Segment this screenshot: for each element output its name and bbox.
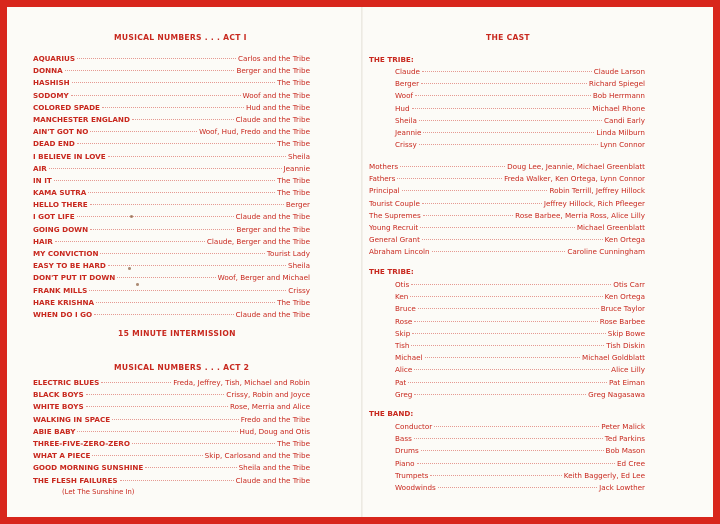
song-row-title: DONNA <box>33 66 63 76</box>
paper-spot <box>128 267 131 270</box>
song-row <box>33 53 310 65</box>
cast-row <box>395 389 645 401</box>
song-row <box>33 236 310 248</box>
cast-row-value: Candi Early <box>604 115 645 125</box>
cast-row-title: Berger <box>395 79 420 89</box>
song-row-title: KAMA SUTRA <box>33 188 87 198</box>
song-row-title: WALKING IN SPACE <box>33 414 111 424</box>
dot-leader <box>72 82 275 83</box>
cast-row <box>395 115 645 127</box>
dot-leader <box>120 480 234 481</box>
song-row-title: IN IT <box>33 175 52 185</box>
dot-leader <box>417 463 615 464</box>
cast-row-title: Tish <box>395 340 410 350</box>
song-row <box>33 450 310 462</box>
song-row <box>33 438 310 450</box>
song-row <box>33 297 310 309</box>
dot-leader <box>434 426 599 427</box>
song-row-value: Rose, Merria and Alice <box>230 402 310 412</box>
cast-heading: THE CAST <box>486 33 530 42</box>
band-row <box>395 458 645 470</box>
cast-row <box>395 377 645 389</box>
band-row-title: Drums <box>395 446 419 456</box>
cast-row-title: Sheila <box>395 115 417 125</box>
dot-leader <box>77 216 234 217</box>
song-row <box>33 187 310 199</box>
cast-row <box>395 139 645 151</box>
song-row-value: Hud, Doug and Otis <box>239 426 310 436</box>
dot-leader <box>90 131 197 132</box>
dot-leader <box>430 475 561 476</box>
song-row <box>33 211 310 223</box>
dot-leader <box>412 333 606 334</box>
song-row <box>33 224 310 236</box>
song-row-title: MY CONVICTION <box>33 249 99 258</box>
cast-row <box>369 210 645 222</box>
dot-leader <box>422 239 603 240</box>
song-row-title: AIN'T GOT NO <box>33 127 89 137</box>
dot-leader <box>397 178 502 179</box>
dot-leader <box>420 227 575 228</box>
dot-leader <box>414 321 598 322</box>
cast-row-value: Doug Lee, Jeannie, Michael Greenblatt <box>507 162 645 171</box>
cast-row <box>395 303 645 315</box>
band-row-value: Ed Cree <box>616 458 645 468</box>
cast-row <box>369 173 645 185</box>
program-sheet <box>7 7 713 517</box>
act2-note: (Let The Sunshine In) <box>62 488 135 496</box>
dot-leader <box>77 431 237 432</box>
song-row-title: MANCHESTER ENGLAND <box>33 114 130 124</box>
song-row-value: Tourist Lady <box>266 249 310 258</box>
band-row-value: Peter Malick <box>601 422 645 431</box>
act2-heading: MUSICAL NUMBERS . . . ACT 2 <box>114 363 250 372</box>
dot-leader <box>101 382 171 383</box>
song-row-value: Skip, Carlosand and the Tribe <box>204 451 310 461</box>
cast-row-title: Alice <box>395 365 413 375</box>
song-row <box>33 401 310 413</box>
dot-leader <box>86 406 228 407</box>
song-row <box>33 389 310 401</box>
song-row-title: WHEN DO I GO <box>33 309 93 319</box>
act2-list <box>33 377 310 487</box>
song-row-value: Claude and the Tribe <box>235 212 310 222</box>
dot-leader <box>425 357 581 358</box>
dot-leader <box>108 265 286 266</box>
cast-row-value: Greg Nagasawa <box>588 389 645 399</box>
band-row-value: Keith Baggerly, Ed Lee <box>563 470 645 480</box>
cast-row-value: Ken Ortega <box>604 292 645 302</box>
dot-leader <box>145 467 236 468</box>
dot-leader <box>89 290 286 291</box>
cast-row-value: Skip Bowe <box>607 328 645 338</box>
song-row-title: AQUARIUS <box>33 54 76 63</box>
song-row <box>33 175 310 187</box>
song-row-value: The Tribe <box>277 78 310 88</box>
cast-row <box>369 161 645 173</box>
song-row <box>33 114 310 126</box>
cast-row-title: Principal <box>369 186 400 196</box>
song-row-value: Crissy <box>288 285 310 295</box>
dot-leader <box>419 144 598 145</box>
tribe-heading-2: THE TRIBE: <box>369 267 414 276</box>
dot-leader <box>96 302 275 303</box>
cast-row <box>395 66 645 78</box>
dot-leader <box>422 71 592 72</box>
other-roles-list <box>369 161 645 259</box>
dot-leader <box>88 192 275 193</box>
song-row-title: EASY TO BE HARD <box>33 261 106 271</box>
song-row-title: COLORED SPADE <box>33 102 100 112</box>
dot-leader <box>410 296 602 297</box>
cast-row-value: Robin Terrill, Jeffrey Hillock <box>549 186 645 196</box>
cast-row-value: Richard Spiegel <box>588 79 645 89</box>
song-row-title: THE FLESH FAILURES <box>33 475 118 485</box>
cast-row <box>395 127 645 139</box>
band-row <box>395 470 645 482</box>
cast-row-title: Abraham Lincoln <box>369 247 430 257</box>
cast-row <box>369 198 645 210</box>
song-row-title: HAIR <box>33 236 53 246</box>
tribe-heading-1: THE TRIBE: <box>369 55 414 64</box>
dot-leader <box>423 215 513 216</box>
song-row-title: SODOMY <box>33 90 69 100</box>
intermission-label: 15 MINUTE INTERMISSION <box>118 329 236 338</box>
song-row-value: The Tribe <box>277 297 310 307</box>
dot-leader <box>102 107 244 108</box>
cast-row-title: Young Recruit <box>369 222 419 232</box>
cast-row-value: Claude Larson <box>593 67 645 76</box>
band-row <box>395 482 645 494</box>
dot-leader <box>100 253 264 254</box>
cast-row-value: Michael Greenblatt <box>576 222 645 232</box>
song-row-title: GOING DOWN <box>33 224 89 234</box>
cast-row <box>395 279 645 291</box>
center-fold <box>361 7 363 517</box>
cast-row-title: Woof <box>395 91 414 101</box>
dot-leader <box>421 450 604 451</box>
cast-row <box>395 352 645 364</box>
song-row-value: Claude and the Tribe <box>235 309 310 319</box>
song-row-title: ELECTRIC BLUES <box>33 378 100 387</box>
cast-row-title: Claude <box>395 67 420 76</box>
song-row <box>33 163 310 175</box>
cast-row <box>395 364 645 376</box>
cast-row-value: Rose Barbee <box>599 316 645 326</box>
song-row <box>33 248 310 260</box>
song-row <box>33 138 310 150</box>
cast-row <box>395 328 645 340</box>
song-row-title: ABIE BABY <box>33 426 76 436</box>
song-row <box>33 414 310 426</box>
dot-leader <box>412 108 591 109</box>
song-row-value: Woof and the Tribe <box>242 90 310 100</box>
song-row-value: Carlos and the Tribe <box>238 54 310 63</box>
song-row <box>33 377 310 389</box>
song-row-value: Crissy, Robin and Joyce <box>226 390 310 400</box>
band-row-title: Bass <box>395 434 412 444</box>
cast-row-value: Pat Eiman <box>608 377 645 387</box>
song-row-title: THREE-FIVE-ZERO-ZERO <box>33 438 130 448</box>
cast-row-title: Ken <box>395 292 409 302</box>
song-row <box>33 199 310 211</box>
song-row-value: Berger and the Tribe <box>236 66 310 76</box>
song-row-title: I GOT LIFE <box>33 212 75 222</box>
dot-leader <box>55 241 205 242</box>
dot-leader <box>86 394 225 395</box>
cast-row-value: Lynn Connor <box>600 140 645 150</box>
act1-list <box>33 53 310 321</box>
band-row-title: Trumpets <box>395 470 429 480</box>
song-row <box>33 90 310 102</box>
song-row-value: Sheila <box>288 151 310 161</box>
song-row-value: The Tribe <box>277 139 310 149</box>
dot-leader <box>402 190 548 191</box>
cast-row-value: Bob Herrmann <box>592 91 645 101</box>
song-row-value: Hud and the Tribe <box>246 102 310 112</box>
cast-row-value: Rose Barbee, Merria Ross, Alice Lilly <box>515 210 645 220</box>
dot-leader <box>90 204 284 205</box>
dot-leader <box>411 284 611 285</box>
song-row-value: Berger <box>285 200 310 210</box>
band-heading: THE BAND: <box>369 409 414 418</box>
cast-row-title: Rose <box>395 316 413 326</box>
band-row-value: Bob Mason <box>605 446 645 456</box>
dot-leader <box>423 132 594 133</box>
dot-leader <box>421 83 587 84</box>
dot-leader <box>414 394 586 395</box>
cast-row-value: Michael Rhone <box>592 103 645 113</box>
band-row <box>395 445 645 457</box>
tribe-list-1 <box>395 66 645 151</box>
song-row-title: FRANK MILLS <box>33 285 88 295</box>
dot-leader <box>418 308 599 309</box>
cast-row <box>395 103 645 115</box>
dot-leader <box>71 95 241 96</box>
song-row-title: WHITE BOYS <box>33 402 84 412</box>
cast-row-title: Skip <box>395 328 411 338</box>
cast-row <box>369 185 645 197</box>
song-row <box>33 462 310 474</box>
cast-row-title: Otis <box>395 280 410 289</box>
dot-leader <box>414 438 603 439</box>
band-row-title: Woodwinds <box>395 482 436 492</box>
cast-row-title: Mothers <box>369 162 399 171</box>
song-row-title: HARE KRISHNA <box>33 297 95 307</box>
cast-row-title: Jeannie <box>395 127 422 137</box>
song-row-title: HASHISH <box>33 78 70 88</box>
dot-leader <box>65 70 235 71</box>
dot-leader <box>415 95 591 96</box>
dot-leader <box>432 251 566 252</box>
song-row <box>33 272 310 284</box>
dot-leader <box>132 443 275 444</box>
cast-row-title: The Supremes <box>369 210 421 220</box>
dot-leader <box>49 168 282 169</box>
cast-row <box>369 234 645 246</box>
paper-spot <box>130 215 133 218</box>
dot-leader <box>438 487 597 488</box>
dot-leader <box>90 229 234 230</box>
song-row-value: Fredo and the Tribe <box>240 414 310 424</box>
song-row-value: Woof, Berger and Michael <box>217 273 310 283</box>
cast-row-title: Greg <box>395 389 413 399</box>
band-list <box>395 421 645 494</box>
song-row-value: Claude and the Tribe <box>235 114 310 124</box>
cast-row-value: Linda Milburn <box>596 127 645 137</box>
dot-leader <box>400 166 505 167</box>
cast-row-title: Bruce <box>395 304 416 314</box>
song-row <box>33 426 310 438</box>
cast-row-value: Tish Diskin <box>606 340 645 350</box>
dot-leader <box>408 382 607 383</box>
dot-leader <box>77 58 236 59</box>
band-row-value: Jack Lowther <box>599 482 645 492</box>
cast-row-value: Ken Ortega <box>604 235 645 245</box>
cast-row-title: Pat <box>395 377 407 387</box>
song-row-value: Berger and the Tribe <box>236 224 310 234</box>
dot-leader <box>132 119 234 120</box>
song-row <box>33 285 310 297</box>
song-row <box>33 126 310 138</box>
song-row-value: The Tribe <box>277 188 310 198</box>
cast-row-title: Tourist Couple <box>369 198 420 208</box>
dot-leader <box>411 345 604 346</box>
tribe-list-2 <box>395 279 645 401</box>
song-row <box>33 151 310 163</box>
band-row <box>395 421 645 433</box>
cast-row <box>395 78 645 90</box>
dot-leader <box>419 120 602 121</box>
band-row-value: Ted Parkins <box>604 434 645 444</box>
cast-row-value: Jeffrey Hillock, Rich Pfleeger <box>543 198 645 208</box>
dot-leader <box>108 156 286 157</box>
cast-row-value: Bruce Taylor <box>600 304 645 314</box>
song-row-value: The Tribe <box>277 438 310 448</box>
song-row <box>33 102 310 114</box>
cast-row-title: Crissy <box>395 140 417 150</box>
dot-leader <box>77 143 275 144</box>
dot-leader <box>414 369 609 370</box>
cast-row <box>369 222 645 234</box>
song-row-value: Jeannie <box>283 163 310 173</box>
cast-row-value: Michael Goldblatt <box>582 353 645 363</box>
cast-row-value: Caroline Cunningham <box>567 247 645 257</box>
song-row-title: BLACK BOYS <box>33 390 84 400</box>
song-row-value: The Tribe <box>277 175 310 185</box>
cast-row-title: Hud <box>395 103 410 113</box>
song-row-value: Woof, Hud, Fredo and the Tribe <box>199 127 310 137</box>
song-row <box>33 65 310 77</box>
paper-spot <box>136 283 139 286</box>
song-row-value: Sheila and the Tribe <box>238 463 310 473</box>
song-row-value: Sheila <box>288 261 310 271</box>
cast-row <box>395 90 645 102</box>
song-row-title: DON'T PUT IT DOWN <box>33 273 116 283</box>
song-row-title: AIR <box>33 163 47 173</box>
cast-row-title: Michael <box>395 353 423 363</box>
act1-heading: MUSICAL NUMBERS . . . ACT I <box>114 33 247 42</box>
cast-row-value: Alice Lilly <box>611 365 645 375</box>
song-row-title: I BELIEVE IN LOVE <box>33 151 106 161</box>
song-row-title: HELLO THERE <box>33 200 88 210</box>
cast-row-title: Fathers <box>369 174 396 184</box>
dot-leader <box>117 277 215 278</box>
cast-row <box>395 291 645 303</box>
cast-row-title: General Grant <box>369 235 420 245</box>
band-row <box>395 433 645 445</box>
dot-leader <box>94 314 233 315</box>
cast-row <box>395 340 645 352</box>
song-row <box>33 309 310 321</box>
cast-row <box>395 316 645 328</box>
cast-row <box>369 246 645 258</box>
song-row <box>33 260 310 272</box>
cast-row-value: Otis Carr <box>613 280 645 289</box>
song-row-value: Freda, Jeffrey, Tish, Michael and Robin <box>173 378 310 387</box>
song-row-title: WHAT A PIECE <box>33 451 91 461</box>
song-row-title: DEAD END <box>33 139 75 149</box>
song-row-value: Claude and the Tribe <box>235 475 310 485</box>
band-row-title: Piano <box>395 458 415 468</box>
song-row <box>33 77 310 89</box>
song-row-value: Claude, Berger and the Tribe <box>206 236 310 246</box>
dot-leader <box>54 180 275 181</box>
song-row-title: GOOD MORNING SUNSHINE <box>33 463 144 473</box>
dot-leader <box>112 419 239 420</box>
band-row-title: Conductor <box>395 422 433 431</box>
song-row <box>33 475 310 487</box>
dot-leader <box>422 203 542 204</box>
cast-row-value: Freda Walker, Ken Ortega, Lynn Connor <box>504 174 645 184</box>
dot-leader <box>92 455 202 456</box>
